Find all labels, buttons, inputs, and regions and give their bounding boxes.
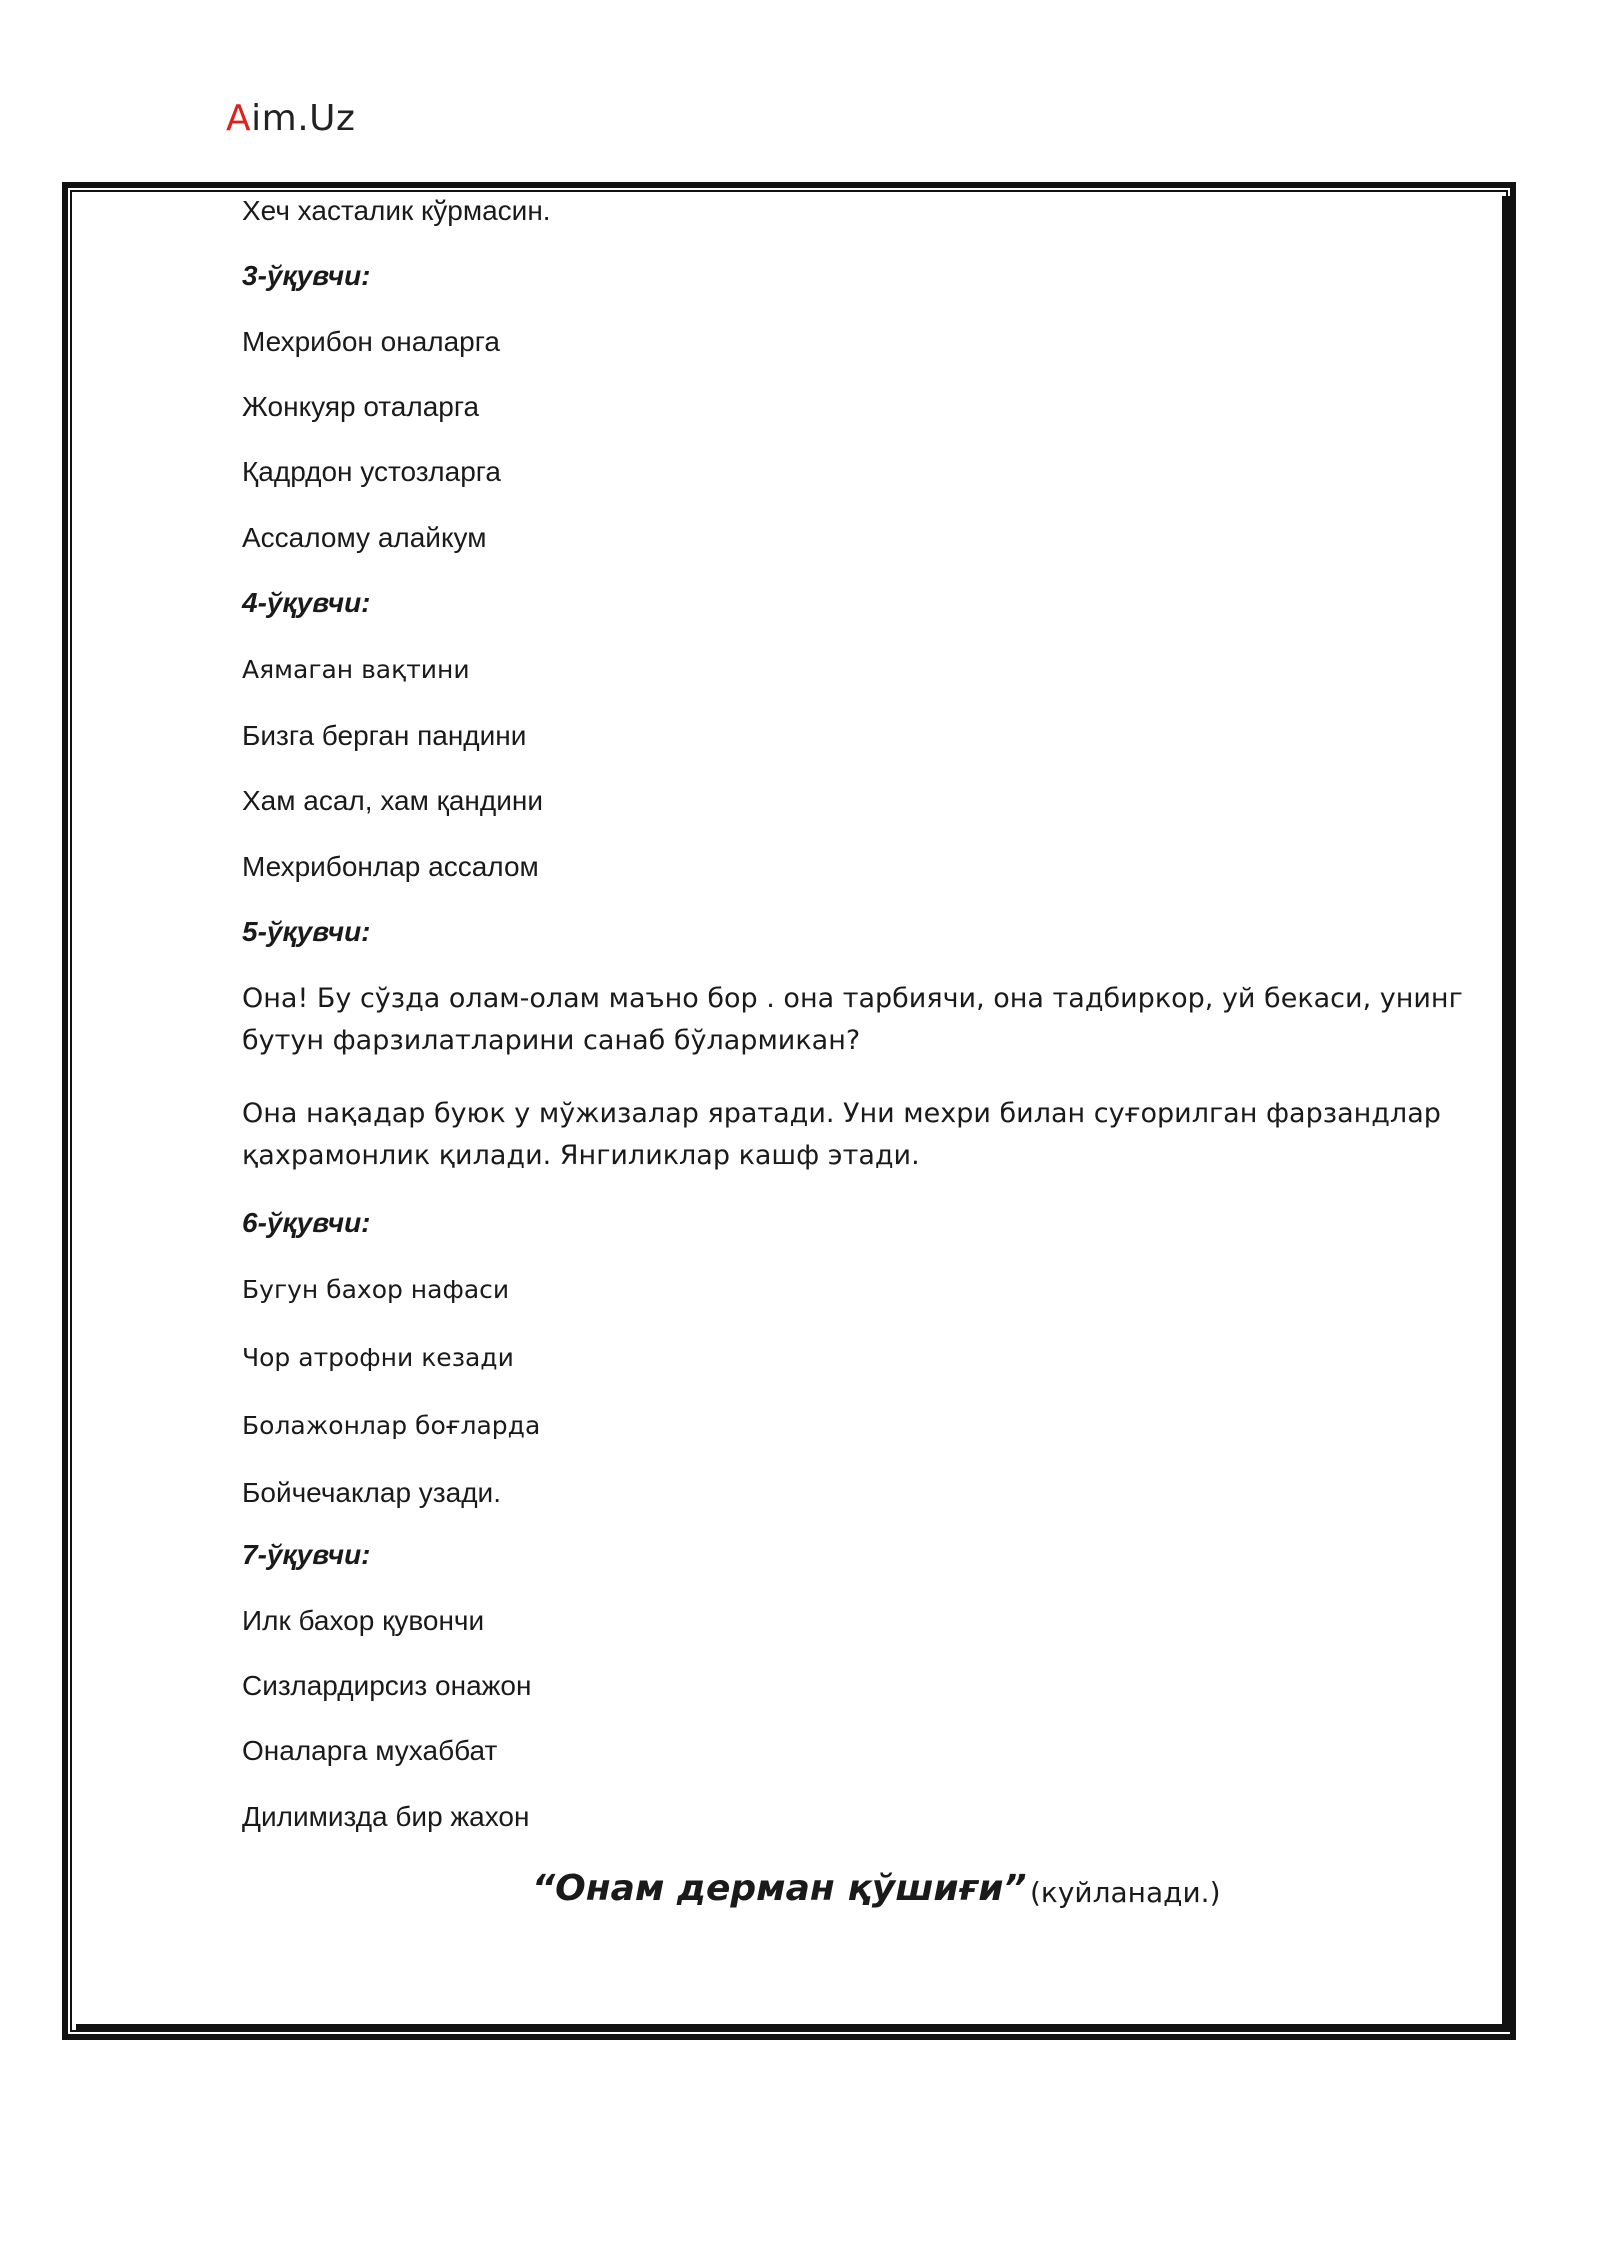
text-line: Бугун бахор нафаси bbox=[242, 1275, 510, 1304]
text-line: Дилимизда бир жахон bbox=[242, 1801, 530, 1832]
text-line: Аямаган вақтини bbox=[242, 655, 470, 684]
section-heading: 6-ўқувчи: bbox=[242, 1207, 371, 1238]
section-heading: 7-ўқувчи: bbox=[242, 1539, 371, 1570]
text-line: Бойчечаклар узади. bbox=[242, 1477, 501, 1508]
text-line: Болажонлар боғларда bbox=[242, 1411, 541, 1440]
text-line: Қадрдон устозларга bbox=[242, 456, 501, 487]
text-line: Мехрибон оналарга bbox=[242, 326, 500, 357]
text-line: Жонкуяр оталарга bbox=[242, 391, 480, 422]
text-line: Сизлардирсиз онажон bbox=[242, 1670, 532, 1701]
page-border-shadow-right bbox=[1502, 196, 1510, 2028]
paragraph: Она нақадар буюк у мўжизалар яратади. Уни мехри билан суғорилган фарзандлар қахрамонлик қилади. Янгиликлар кашф этади. bbox=[242, 1098, 1441, 1171]
section-heading: 5-ўқувчи: bbox=[242, 916, 371, 947]
section-heading: 3-ўқувчи: bbox=[242, 260, 371, 291]
section-heading: 4-ўқувчи: bbox=[242, 587, 371, 618]
page-border-shadow-bottom bbox=[76, 2024, 1510, 2032]
text-line: Хеч хасталик кўрмасин. bbox=[242, 195, 551, 226]
text-line: Ассалому алайкум bbox=[242, 522, 487, 553]
song-note: (куйланади.) bbox=[1030, 1876, 1221, 1909]
text-line: Илк бахор қувончи bbox=[242, 1605, 485, 1636]
song-title: “Онам дерман қўшиғи” bbox=[532, 1868, 1027, 1909]
text-line: Чор атрофни кезади bbox=[242, 1343, 514, 1372]
text-line: Оналарга мухаббат bbox=[242, 1735, 498, 1766]
text-line: Мехрибонлар ассалом bbox=[242, 851, 539, 882]
site-logo: Aim.Uz bbox=[226, 98, 356, 139]
text-line: Хам асал, хам қандини bbox=[242, 785, 543, 816]
text-line: Бизга берган пандини bbox=[242, 720, 527, 751]
paragraph: Она! Бу сўзда олам-олам маъно бор . она тарбиячи, она тадбиркор, уй бекаси, унинг бутун фарзилатларини санаб бўлармикан? bbox=[242, 983, 1463, 1056]
